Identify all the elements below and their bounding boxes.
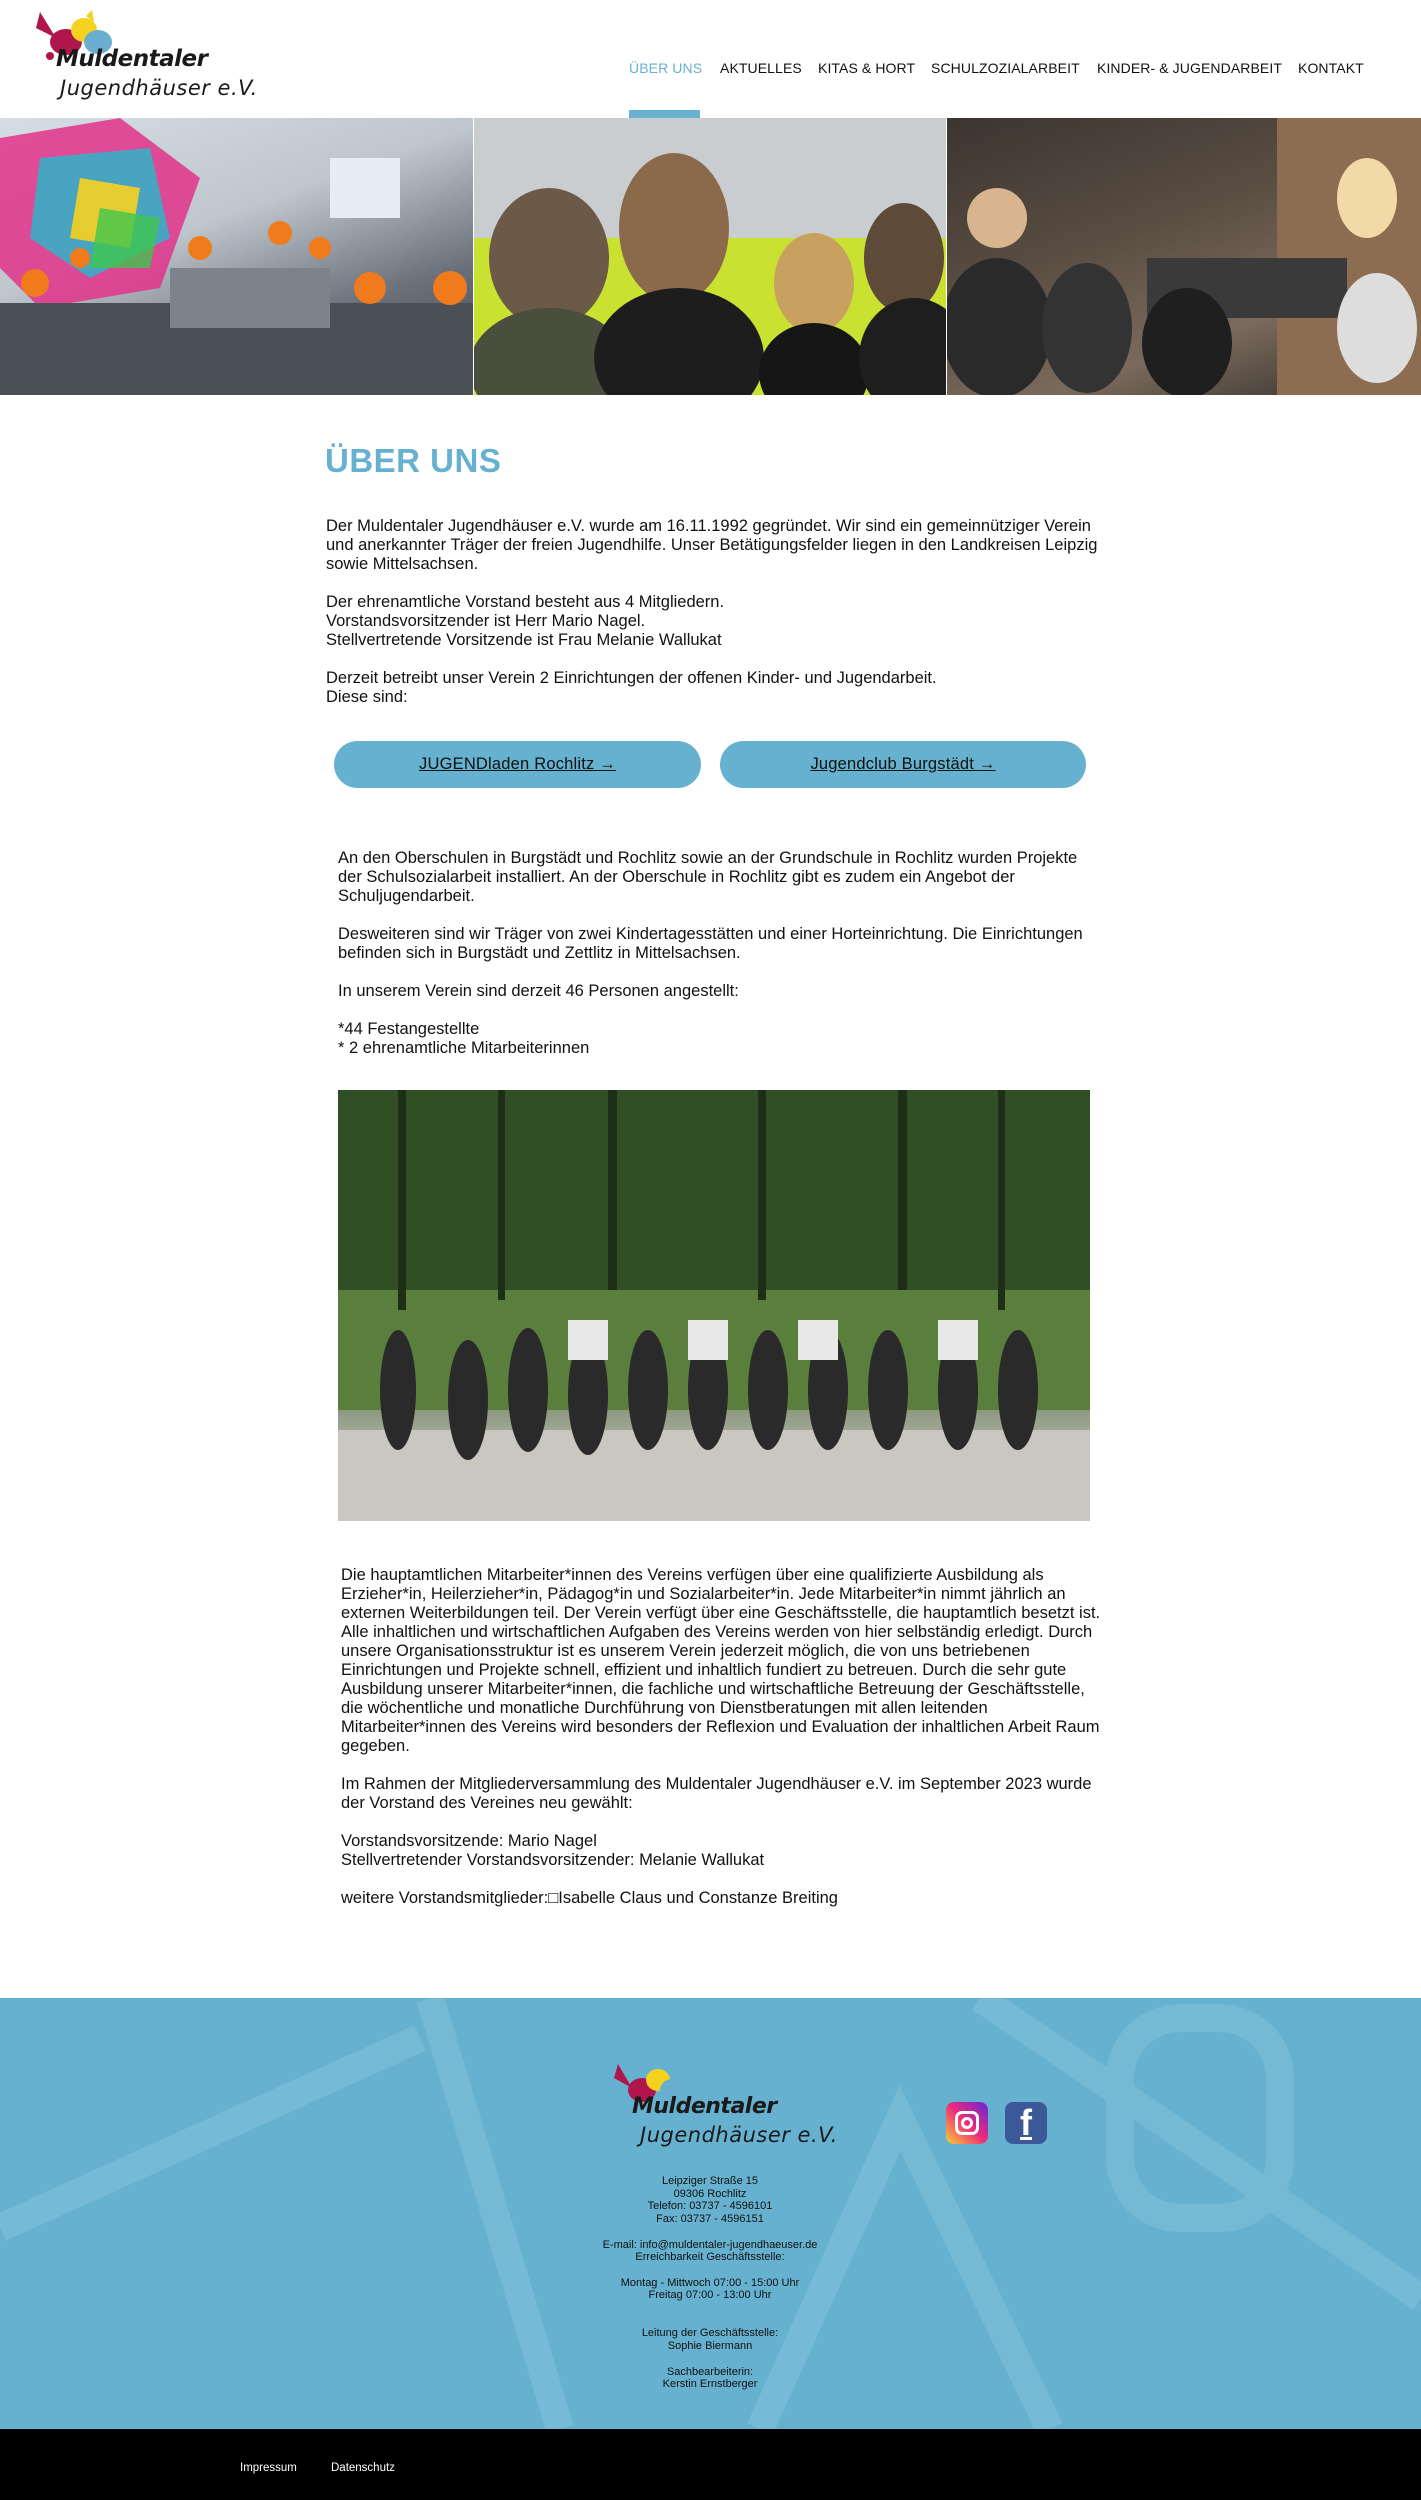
facilities-text: An den Oberschulen in Burgstädt und Rochlitz sowie an der Grundschule in Rochlitz wurden Projekte der Schulsozialarbeit installiert. An der Oberschule in Rochlitz gibt es zudem ein Angebot der Schuljugendarbeit. Desweiteren sind wir Träger von zwei Kindertagesstätten und einer Horteinrichtung. Die Einrichtungen befinden sich in Burgstädt und Zettlitz in Mittelsachsen. In unserem Verein sind derzeit 46 Personen angestellt: *44 Festangestellte * 2 ehrenamtliche Mitarbeiterinnen (338, 849, 1083, 1057)
team-group-photo (338, 1090, 1090, 1521)
jugendladen-rochlitz-button[interactable]: JUGENDladen Rochlitz → (334, 741, 701, 788)
nav-item-schulsozialarbeit[interactable]: SCHULZOZIALARBEIT (931, 60, 1080, 76)
main-nav (0, 60, 1421, 84)
banner-photo-youth-room (0, 118, 473, 395)
instagram-icon[interactable] (946, 2102, 988, 2144)
logo-line-1: Muldentaler (56, 46, 208, 72)
logo-line-2: Jugendhäuser e.V. (60, 76, 258, 100)
impressum-link[interactable]: Impressum (240, 2462, 297, 2474)
site-footer (0, 1998, 1421, 2429)
footer-contact-info: Leipziger Straße 15 09306 Rochlitz Telefon: 03737 - 4596101 Fax: 03737 - 4596151 E-mail: info@muldentaler-jugendhaeuser.de Erreichbarkeit Geschäftsstelle: Montag - Mittwoch 07:00 - 15:00 Uhr Freitag 07:00 - 13:00 Uhr Leitung der Geschäftsstelle: Sophie Biermann Sachbearbeiterin: Kerstin Ernstberger (602, 2175, 818, 2391)
intro-text: Der Muldentaler Jugendhäuser e.V. wurde am 16.11.1992 gegründet. Wir sind ein gemeinnütziger Verein und anerkannter Träger der freien Jugendhilfe. Unser Betätigungsfelder liegen in den Landkreisen Leipzig sowie Mittelsachsen. Der ehrenamtliche Vorstand besteht aus 4 Mitgliedern. Vorstandsvorsitzender ist Herr Mario Nagel. Stellvertretende Vorsitzende ist Frau Melanie Wallukat Derzeit betreibt unser Verein 2 Einrichtungen der offenen Kinder- und Jugendarbeit. Diese sind: (326, 517, 1098, 706)
nav-item-aktuelles[interactable]: AKTUELLES (720, 60, 802, 76)
datenschutz-link[interactable]: Datenschutz (331, 2462, 395, 2474)
facebook-icon[interactable]: f (1005, 2102, 1047, 2144)
site-header (0, 0, 1421, 118)
nav-item-kitas-hort[interactable]: KITAS & HORT (818, 60, 916, 76)
page-title: ÜBER UNS (325, 442, 502, 479)
nav-item-ueber-uns[interactable]: ÜBER UNS (629, 60, 703, 76)
nav-active-indicator (629, 110, 700, 118)
header-photo-banner (0, 118, 1421, 395)
footer-logo-line-1: Muldentaler (632, 2094, 777, 2119)
nav-item-kontakt[interactable]: KONTAKT (1298, 60, 1364, 76)
jugendclub-burgstaedt-button[interactable]: Jugendclub Burgstädt → (720, 741, 1086, 788)
banner-photo-game-room (947, 118, 1421, 395)
footer-logo[interactable] (606, 2060, 838, 2160)
banner-photo-teen-group (474, 118, 946, 395)
nav-item-kinder-jugendarbeit[interactable]: KINDER- & JUGENDARBEIT (1097, 60, 1282, 76)
footer-logo-line-2: Jugendhäuser e.V. (640, 2123, 838, 2147)
team-text: Die hauptamtlichen Mitarbeiter*innen des Vereins verfügen über eine qualifizierte Ausbildung als Erzieher*in, Heilerzieher*in, Pädagog*in und Sozialarbeiter*in. Jede Mitarbeiter*in nimmt jährlich an externen Weiterbildungen teil. Der Verein verfügt über eine Geschäftsstelle, die hauptamtlich besetzt ist. Alle inhaltlichen und wirtschaftlichen Aufgaben des Vereins werden von hier selbständig erledigt. Durch unsere Organisationsstruktur ist es unserem Verein jederzeit möglich, die von uns betriebenen Einrichtungen und Projekte schnell, effizient und inhaltlich fundiert zu betreuen. Durch die sehr gute Ausbildung unserer Mitarbeiter*innen, die fachliche und wirtschaftliche Betreuung der Geschäftsstelle, die wöchentliche und monatliche Durchführung von Dienstberatungen mit allen leitenden Mitarbeiter*innen des Vereins wird besonders der Reflexion und Evaluation der inhaltlichen Arbeit Raum gegeben. Im Rahmen der Mitgliederversammlung des Muldentaler Jugendhäuser e.V. im September 2023 wurde der Vorstand des Vereines neu gewählt: Vorstandsvorsitzende: Mario Nagel Stellvertretender Vorstandsvorsitzender: Melanie Wallukat weitere Vorstandsmitglieder:□Isabelle Claus und Constanze Breiting (341, 1566, 1101, 1907)
bottom-bar (0, 2429, 1421, 2500)
